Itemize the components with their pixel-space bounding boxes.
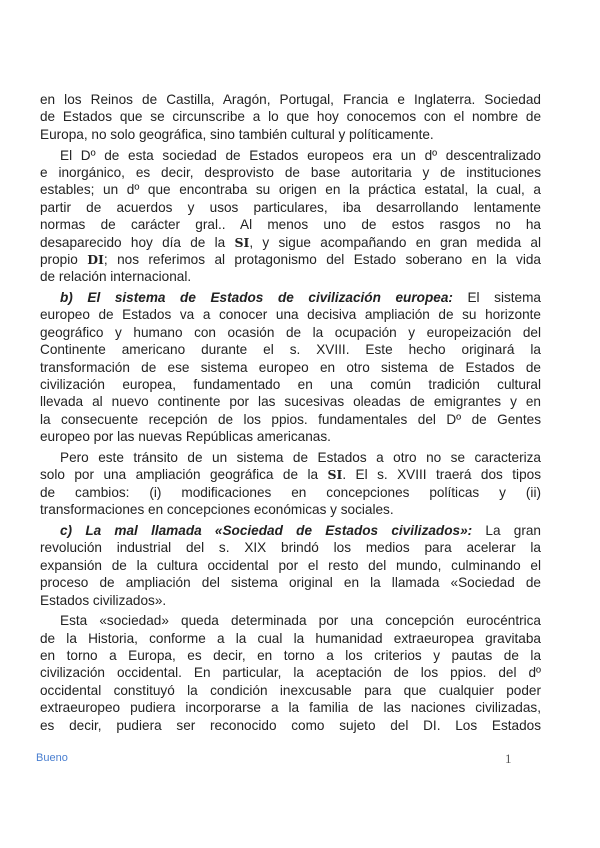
text-line bbox=[40, 324, 541, 341]
text-segment: El Dº de esta sociedad de Estados europeos era un dº descentralizado bbox=[60, 147, 541, 163]
text-line bbox=[40, 574, 541, 591]
text-segment: de relación internacional. bbox=[40, 269, 192, 285]
page-number: 1 bbox=[505, 751, 512, 766]
section-heading: c) La mal llamada «Sociedad de Estados civilizados»: bbox=[60, 522, 473, 538]
text-line bbox=[40, 164, 541, 181]
text-line bbox=[40, 592, 541, 609]
text-segment: es decir, pudiera ser reconocido como sujeto del DI. Los Estados bbox=[40, 717, 541, 733]
text-segment: Estados civilizados». bbox=[40, 592, 167, 608]
text-segment: llevada al nuevo continente por las sucesivas oleadas de emigrantes y en bbox=[40, 394, 541, 410]
text-line bbox=[40, 428, 541, 445]
text-line bbox=[40, 108, 541, 125]
text-line bbox=[40, 484, 541, 501]
text-line bbox=[40, 199, 541, 216]
text-segment: desaparecido hoy día de la bbox=[40, 234, 235, 250]
text-line bbox=[40, 289, 541, 306]
paragraph bbox=[40, 147, 541, 286]
text-line bbox=[40, 557, 541, 574]
text-line bbox=[40, 449, 541, 466]
text-segment: transformación de ese sistema europeo en otro sistema de Estados de bbox=[40, 359, 541, 375]
text-segment: El sistema bbox=[452, 290, 541, 306]
text-line bbox=[40, 682, 541, 699]
bold-term: SI bbox=[327, 467, 343, 483]
text-line bbox=[40, 717, 541, 734]
text-segment: expansión de la cultura occidental por el resto del mundo, culminando el bbox=[40, 557, 541, 573]
text-segment: La gran bbox=[472, 522, 541, 538]
paragraph bbox=[40, 289, 541, 446]
text-line bbox=[40, 251, 541, 268]
text-segment: . El s. XVIII traerá dos tipos bbox=[342, 467, 541, 483]
text-line bbox=[40, 234, 541, 251]
section-heading: b) El sistema de Estados de civilización europea: bbox=[60, 290, 453, 306]
text-segment: civilización europea, fundamentado en una común tradición cultural bbox=[40, 377, 541, 393]
text-segment: normas de carácter gral.. Al menos uno de estos rasgos no ha bbox=[40, 217, 541, 233]
text-segment: revolución industrial del s. XIX brindó los medios para acelerar la bbox=[40, 540, 541, 556]
text-segment: en los Reinos de Castilla, Aragón, Portugal, Francia e Inglaterra. Sociedad bbox=[40, 92, 541, 107]
text-segment: europeo por las nuevas Repúblicas americanas. bbox=[40, 429, 331, 445]
text-segment: Esta «sociedad» queda determinada por una concepción eurocéntrica bbox=[60, 613, 541, 629]
text-line bbox=[40, 341, 541, 358]
text-line bbox=[40, 147, 541, 164]
text-line bbox=[40, 522, 541, 539]
bold-term: DI bbox=[87, 251, 104, 267]
paragraph bbox=[40, 91, 541, 143]
text-line bbox=[40, 411, 541, 428]
text-line bbox=[40, 539, 541, 556]
text-segment: propio bbox=[40, 251, 88, 267]
text-segment: civilización occidental. En particular, la aceptación de los ppios. del dº bbox=[40, 665, 541, 681]
text-line bbox=[40, 181, 541, 198]
text-segment: la consecuente recepción de los ppios. fundamentales del Dº de Gentes bbox=[40, 411, 541, 427]
text-segment: solo por una ampliación geográfica de la bbox=[40, 467, 328, 483]
text-segment: transformaciones en concepciones económicas y sociales. bbox=[40, 502, 394, 518]
text-line bbox=[40, 630, 541, 647]
footer-author: Bueno bbox=[36, 752, 68, 764]
text-segment: Continente americano durante el s. XVIII. Este hecho originará la bbox=[40, 342, 541, 358]
text-segment: de la Historia, conforme a la cual la humanidad extraeuropea gravitaba bbox=[40, 630, 541, 646]
paragraph bbox=[40, 522, 541, 609]
text-line bbox=[40, 91, 541, 108]
text-segment: en torno a Europa, es decir, en torno a los criterios y pautas de la bbox=[40, 648, 541, 664]
text-line bbox=[40, 466, 541, 483]
text-line bbox=[40, 376, 541, 393]
document-body bbox=[40, 91, 541, 737]
text-segment: partir de acuerdos y usos particulares, iba desarrollando lentamente bbox=[40, 199, 541, 215]
text-line bbox=[40, 501, 541, 518]
text-segment: extraeuropeo pudiera incorporarse a la familia de las naciones civilizadas, bbox=[40, 700, 541, 716]
text-line bbox=[40, 647, 541, 664]
text-segment: , y sigue acompañando en gran medida al bbox=[249, 234, 541, 250]
text-line bbox=[40, 216, 541, 233]
paragraph bbox=[40, 449, 541, 519]
text-segment: ; nos referimos al protagonismo del Estado soberano en la vida bbox=[103, 251, 541, 267]
text-segment: de cambios: (i) modificaciones en concepciones políticas y (ii) bbox=[40, 484, 541, 500]
text-segment: occidental constituyó la condición inexcusable para que cualquier poder bbox=[40, 682, 541, 698]
text-line bbox=[40, 612, 541, 629]
paragraph bbox=[40, 612, 541, 734]
text-line bbox=[40, 699, 541, 716]
text-segment: e inorgánico, es decir, desprovisto de base autoritaria y de instituciones bbox=[40, 164, 541, 180]
text-segment: Pero este tránsito de un sistema de Estados a otro no se caracteriza bbox=[60, 449, 541, 465]
text-line bbox=[40, 359, 541, 376]
text-segment: proceso de ampliación del sistema original en la llamada «Sociedad de bbox=[40, 575, 541, 591]
text-segment: geográfico y humano con ocasión de la ocupación y europeización del bbox=[40, 324, 541, 340]
text-line bbox=[40, 393, 541, 410]
text-line bbox=[40, 268, 541, 285]
bold-term: SI bbox=[234, 234, 250, 250]
text-line bbox=[40, 664, 541, 681]
text-line bbox=[40, 306, 541, 323]
text-segment: de Estados que se circunscribe a lo que hoy conocemos con el nombre de bbox=[40, 109, 541, 125]
text-line bbox=[40, 126, 541, 143]
text-segment: estables; un dº que encontraba su origen en la práctica estatal, la cual, a bbox=[40, 182, 541, 198]
text-segment: europeo de Estados va a conocer una decisiva ampliación de su horizonte bbox=[40, 307, 541, 323]
text-segment: Europa, no solo geográfica, sino también cultural y políticamente. bbox=[40, 126, 434, 142]
